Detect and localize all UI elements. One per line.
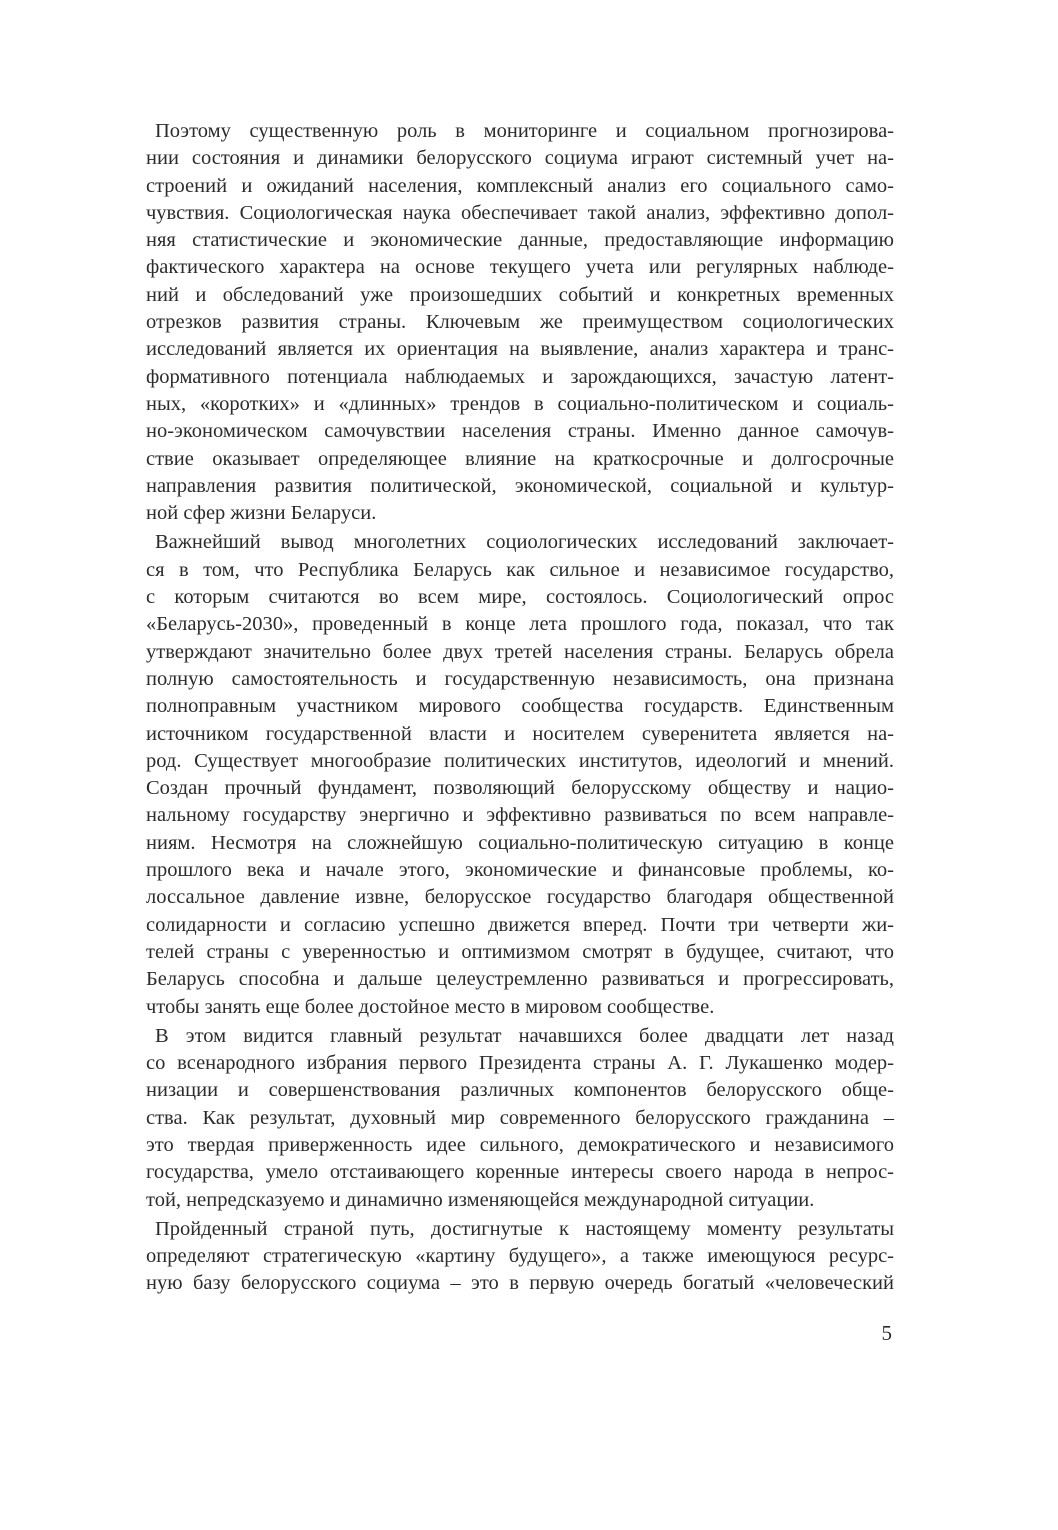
text-line: солидарности и согласию успешно движется вперед. Почти три четверти жи-	[146, 913, 894, 936]
text-line: ствие оказывает определяющее влияние на краткосрочные и долгосрочные	[146, 447, 894, 470]
text-line: ний и обследований уже произошедших событий и конкретных временных	[146, 283, 894, 306]
text-line: это твердая приверженность идее сильного, демократического и независимого	[146, 1133, 894, 1156]
text-line: но-экономическом самочувствии населения страны. Именно данное самочув-	[146, 420, 894, 443]
text-line: фактического характера на основе текущего учета или регулярных наблюде-	[146, 256, 894, 279]
text-line: чувствия. Социологическая наука обеспечивает такой анализ, эффективно допол-	[146, 201, 894, 224]
text-line: направления развития политической, экономической, социальной и культур-	[146, 474, 894, 497]
paragraph	[146, 118, 894, 527]
text-line: чтобы занять еще более достойное место в мировом сообществе.	[146, 995, 715, 1018]
text-line: В этом видится главный результат начавшихся более двадцати лет назад	[155, 1024, 894, 1047]
text-line: той, непредсказуемо и динамично изменяющейся международной ситуации.	[146, 1188, 815, 1211]
text-line: со всенародного избрания первого Президента страны А. Г. Лукашенко модер-	[146, 1052, 894, 1075]
text-line: полную самостоятельность и государственную независимость, она признана	[146, 667, 894, 690]
text-line: ной сфер жизни Беларуси.	[146, 502, 377, 525]
text-line: няя статистические и экономические данные, предоставляющие информацию	[146, 229, 894, 252]
text-line: формативного потенциала наблюдаемых и зарождающихся, зачастую латент-	[146, 365, 894, 388]
text-line: Создан прочный фундамент, позволяющий белорусскому обществу и нацио-	[146, 777, 894, 800]
text-line: ную базу белорусского социума – это в первую очередь богатый «человеческий	[146, 1272, 894, 1295]
text-line: телей страны с уверенностью и оптимизмом смотрят в будущее, считают, что	[146, 940, 894, 963]
text-line: ся в том, что Республика Беларусь как сильное и независимое государство,	[146, 558, 894, 581]
text-line: род. Существует многообразие политических институтов, идеологий и мнений.	[146, 749, 894, 772]
text-line: строений и ожиданий населения, комплексный анализ его социального само-	[146, 174, 894, 197]
text-line: Беларусь способна и дальше целеустремленно развиваться и прогрессировать,	[146, 968, 894, 991]
paragraph	[146, 529, 894, 1020]
text-line: низации и совершенствования различных компонентов белорусского обще-	[146, 1079, 894, 1102]
text-line: ных, «коротких» и «длинных» трендов в социально-политическом и социаль-	[146, 392, 894, 415]
text-line: утверждают значительно более двух третей населения страны. Беларусь обрела	[146, 640, 894, 663]
text-line: полноправным участником мирового сообщества государств. Единственным	[146, 695, 894, 718]
text-line: прошлого века и начале этого, экономические и финансовые проблемы, ко-	[146, 859, 894, 882]
text-line: Поэтому существенную роль в мониторинге и социальном прогнозирова-	[155, 120, 894, 142]
text-line: источником государственной власти и носителем суверенитета является на-	[146, 722, 894, 745]
page-number: 5	[881, 1321, 892, 1345]
text-line: ства. Как результат, духовный мир современного белорусского гражданина –	[146, 1106, 894, 1129]
text-line: исследований является их ориентация на выявление, анализ характера и транс-	[146, 338, 894, 361]
text-line: государства, умело отстаивающего коренные интересы своего народа в непрос-	[146, 1161, 894, 1184]
text-line: Важнейший вывод многолетних социологических исследований заключает-	[155, 531, 894, 554]
text-line: «Беларусь-2030», проведенный в конце лета прошлого года, показал, что так	[146, 613, 894, 636]
text-line: ниям. Несмотря на сложнейшую социально-политическую ситуацию в конце	[146, 831, 894, 854]
paragraph	[146, 1023, 894, 1214]
text-line: Пройденный страной путь, достигнутые к настоящему моменту результаты	[155, 1217, 894, 1240]
text-line: нии состояния и динамики белорусского социума играют системный учет на-	[146, 147, 894, 170]
text-line: отрезков развития страны. Ключевым же преимуществом социологических	[146, 311, 894, 334]
text-line: с которым считаются во всем мире, состоялось. Социологический опрос	[146, 586, 894, 609]
body-text	[146, 118, 894, 1298]
text-line: нальному государству энергично и эффективно развиваться по всем направле-	[146, 804, 894, 827]
text-line: определяют стратегическую «картину будущего», а также имеющуюся ресурс-	[146, 1245, 894, 1268]
text-line: лоссальное давление извне, белорусское государство благодаря общественной	[146, 886, 894, 909]
paragraph	[146, 1216, 894, 1298]
